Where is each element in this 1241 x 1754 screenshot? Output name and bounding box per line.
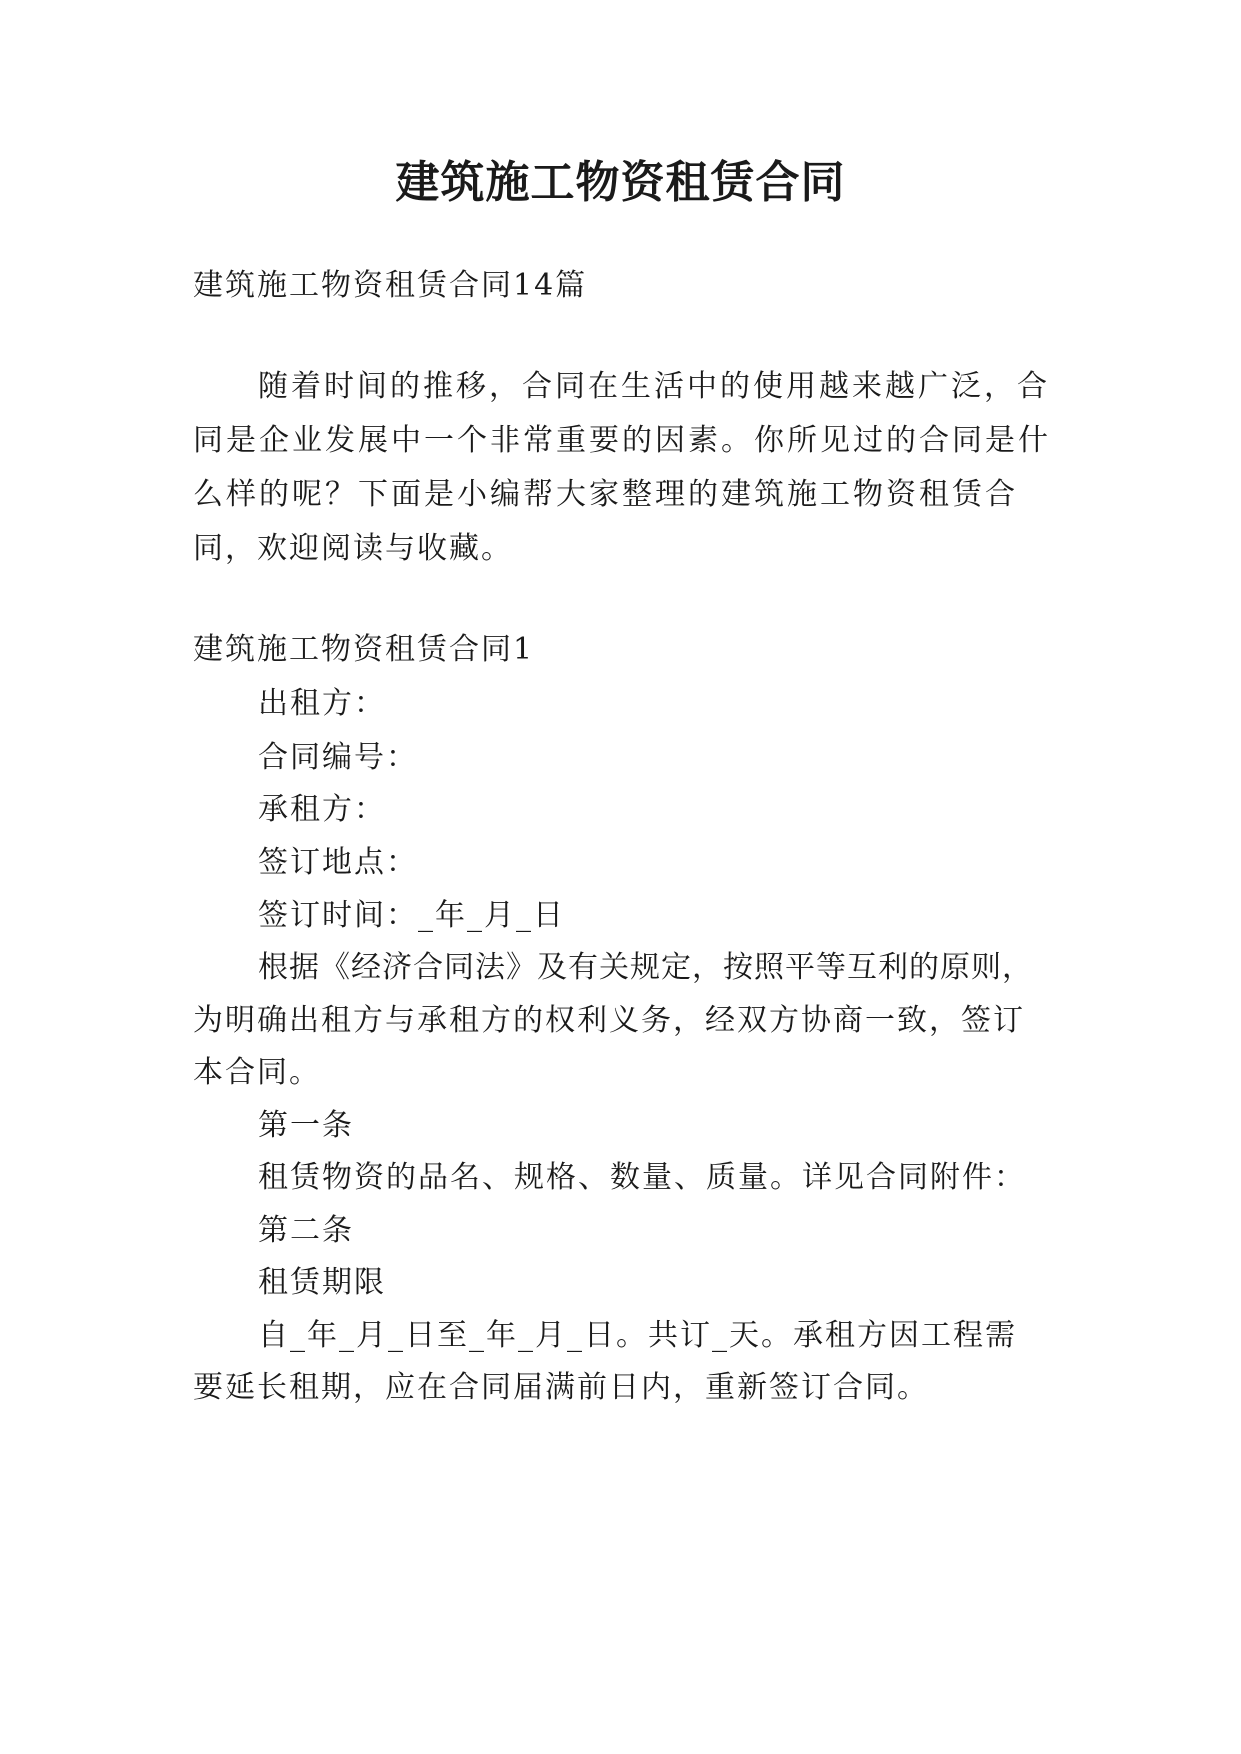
preamble-line: 本合同。 <box>193 1055 321 1090</box>
article2-line: 自_年_月_日至_年_月_日。共订_天。承租方因工程需 <box>258 1318 1017 1353</box>
field-sign-time: 签订时间：_年_月_日 <box>258 898 565 933</box>
intro-line: 随着时间的推移，合同在生活中的使用越来越广泛，合 <box>258 369 1050 404</box>
article2-line: 要延长租期，应在合同届满前日内，重新签订合同。 <box>193 1370 929 1405</box>
document-subtitle: 建筑施工物资租赁合同14篇 <box>193 268 588 303</box>
intro-line: 同，欢迎阅读与收藏。 <box>193 531 513 566</box>
article2-heading: 第二条 <box>258 1213 354 1248</box>
article1-text: 租赁物资的品名、规格、数量、质量。详见合同附件： <box>258 1160 1026 1195</box>
preamble-line: 根据《经济合同法》及有关规定，按照平等互利的原则， <box>258 950 1033 985</box>
field-lessee: 承租方： <box>258 792 386 827</box>
field-sign-place: 签订地点： <box>258 845 418 880</box>
preamble-line: 为明确出租方与承租方的权利义务，经双方协商一致，签订 <box>193 1003 1025 1038</box>
field-contract-no: 合同编号： <box>258 740 418 775</box>
intro-line: 同是企业发展中一个非常重要的因素。你所见过的合同是什 <box>193 423 1051 458</box>
article1-heading: 第一条 <box>258 1108 354 1143</box>
field-lessor: 出租方： <box>258 686 386 721</box>
article2-subheading: 租赁期限 <box>258 1265 386 1300</box>
document-title: 建筑施工物资租赁合同 <box>395 157 846 208</box>
intro-line: 么样的呢？下面是小编帮大家整理的建筑施工物资租赁合 <box>193 477 1018 512</box>
section-heading: 建筑施工物资租赁合同1 <box>193 632 535 667</box>
